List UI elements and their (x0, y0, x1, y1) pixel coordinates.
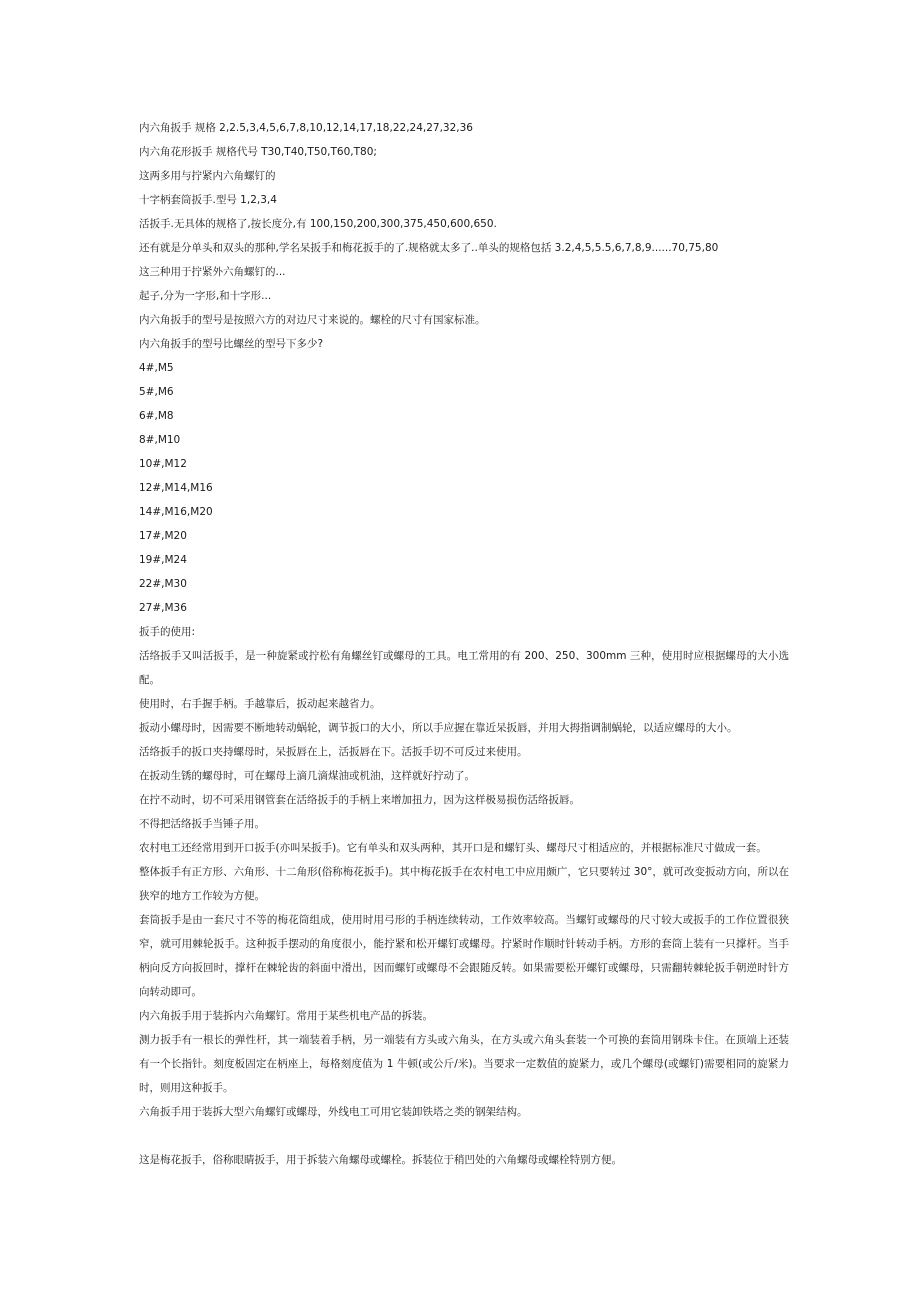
paragraph: 农村电工还经常用到开口扳手(亦叫呆扳手)。它有单头和双头两种，其开口是和螺钉头、螺母尺寸相适应的，并根据标准尺寸做成一套。 (139, 842, 767, 854)
text-line: 起子,分为一字形,和十字形... (139, 290, 272, 302)
size-mapping-line: 4#,M5 (139, 362, 174, 374)
paragraph: 测力扳手有一根长的弹性杆，其一端装着手柄，另一端装有方头或六角头，在方头或六角头套装一个可换的套筒用钢珠卡住。在顶端上还装有一个长指针。刻度板固定在柄座上，每格刻度值为 1 牛顿(或公斤/米)。当要求一定数值的旋紧力，或几个螺母(或螺钉)需要相同的旋紧力时，则用这种扳手。 (139, 1034, 789, 1094)
text-line: 内六角扳手的型号是按照六方的对边尺寸来说的。螺栓的尺寸有国家标准。 (139, 314, 486, 326)
size-mapping-line: 8#,M10 (139, 434, 181, 446)
size-mapping-line: 19#,M24 (139, 554, 187, 566)
section-heading: 扳手的使用: (139, 626, 196, 638)
size-mapping-line: 6#,M8 (139, 410, 174, 422)
paragraph: 整体扳手有正方形、六角形、十二角形(俗称梅花扳手)。其中梅花扳手在农村电工中应用颇广，它只要转过 30°，就可改变扳动方向，所以在狭窄的地方工作较为方便。 (139, 866, 789, 902)
document-body (139, 116, 789, 1172)
paragraph: 六角扳手用于装拆大型六角螺钉或螺母，外线电工可用它装卸铁塔之类的钢架结构。 (139, 1106, 528, 1118)
paragraph: 使用时，右手握手柄。手越靠后，扳动起来越省力。 (139, 698, 381, 710)
size-mapping-line: 17#,M20 (139, 530, 187, 542)
paragraph: 活络扳手的扳口夹持螺母时，呆扳唇在上，活扳唇在下。活扳手切不可反过来使用。 (139, 746, 528, 758)
paragraph: 在拧不动时，切不可采用钢管套在活络扳手的手柄上来增加扭力，因为这样极易损伤活络扳唇。 (139, 794, 580, 806)
closing-paragraph: 这是梅花扳手，俗称眼睛扳手，用于拆装六角螺母或螺栓。拆装位于稍凹处的六角螺母或螺栓特别方便。 (139, 1154, 622, 1166)
text-line: 内六角扳手的型号比螺丝的型号下多少? (139, 338, 324, 350)
text-line: 这三种用于拧紧外六角螺钉的... (139, 266, 286, 278)
paragraph: 扳动小螺母时，因需要不断地转动蜗轮，调节扳口的大小，所以手应握在靠近呆扳唇，并用大拇指调制蜗轮，以适应螺母的大小。 (139, 722, 738, 734)
paragraph: 不得把活络扳手当锤子用。 (139, 818, 265, 830)
size-mapping-line: 27#,M36 (139, 602, 187, 614)
text-line: 这两多用与拧紧内六角螺钉的 (139, 170, 276, 182)
paragraph: 在扳动生锈的螺母时，可在螺母上滴几滴煤油或机油，这样就好拧动了。 (139, 770, 475, 782)
text-line: 十字柄套筒扳手.型号 1,2,3,4 (139, 194, 277, 206)
paragraph: 活络扳手又叫活扳手，是一种旋紧或拧松有角螺丝钉或螺母的工具。电工常用的有 200、250、300mm 三种，使用时应根据螺母的大小选配。 (139, 650, 789, 686)
size-mapping-line: 22#,M30 (139, 578, 187, 590)
blank-line (139, 1124, 789, 1148)
text-line: 活扳手.无具体的规格了,按长度分,有 100,150,200,300,375,450,600,650. (139, 218, 497, 230)
size-mapping-line: 14#,M16,M20 (139, 506, 213, 518)
text-line: 内六角花形扳手 规格代号 T30,T40,T50,T60,T80; (139, 146, 377, 158)
text-line: 还有就是分单头和双头的那种,学名呆扳手和梅花扳手的了.规格就太多了..单头的规格包括 3.2,4,5,5.5,6,7,8,9......70,75,80 (139, 242, 719, 254)
paragraph: 套筒扳手是由一套尺寸不等的梅花筒组成，使用时用弓形的手柄连续转动，工作效率较高。当螺钉或螺母的尺寸较大或扳手的工作位置很狭窄，就可用棘轮扳手。这种扳手摆动的角度很小，能拧紧和松开螺钉或螺母。拧紧时作顺时针转动手柄。方形的套筒上装有一只撑杆。当手柄向反方向扳回时，撑杆在棘轮齿的斜面中滑出，因而螺钉或螺母不会跟随反转。如果需要松开螺钉或螺母，只需翻转棘轮扳手朝逆时针方向转动即可。 (139, 914, 789, 998)
size-mapping-line: 5#,M6 (139, 386, 174, 398)
size-mapping-line: 12#,M14,M16 (139, 482, 213, 494)
size-mapping-line: 10#,M12 (139, 458, 187, 470)
text-line: 内六角扳手 规格 2,2.5,3,4,5,6,7,8,10,12,14,17,18,22,24,27,32,36 (139, 122, 473, 134)
paragraph: 内六角扳手用于装拆内六角螺钉。常用于某些机电产品的拆装。 (139, 1010, 433, 1022)
